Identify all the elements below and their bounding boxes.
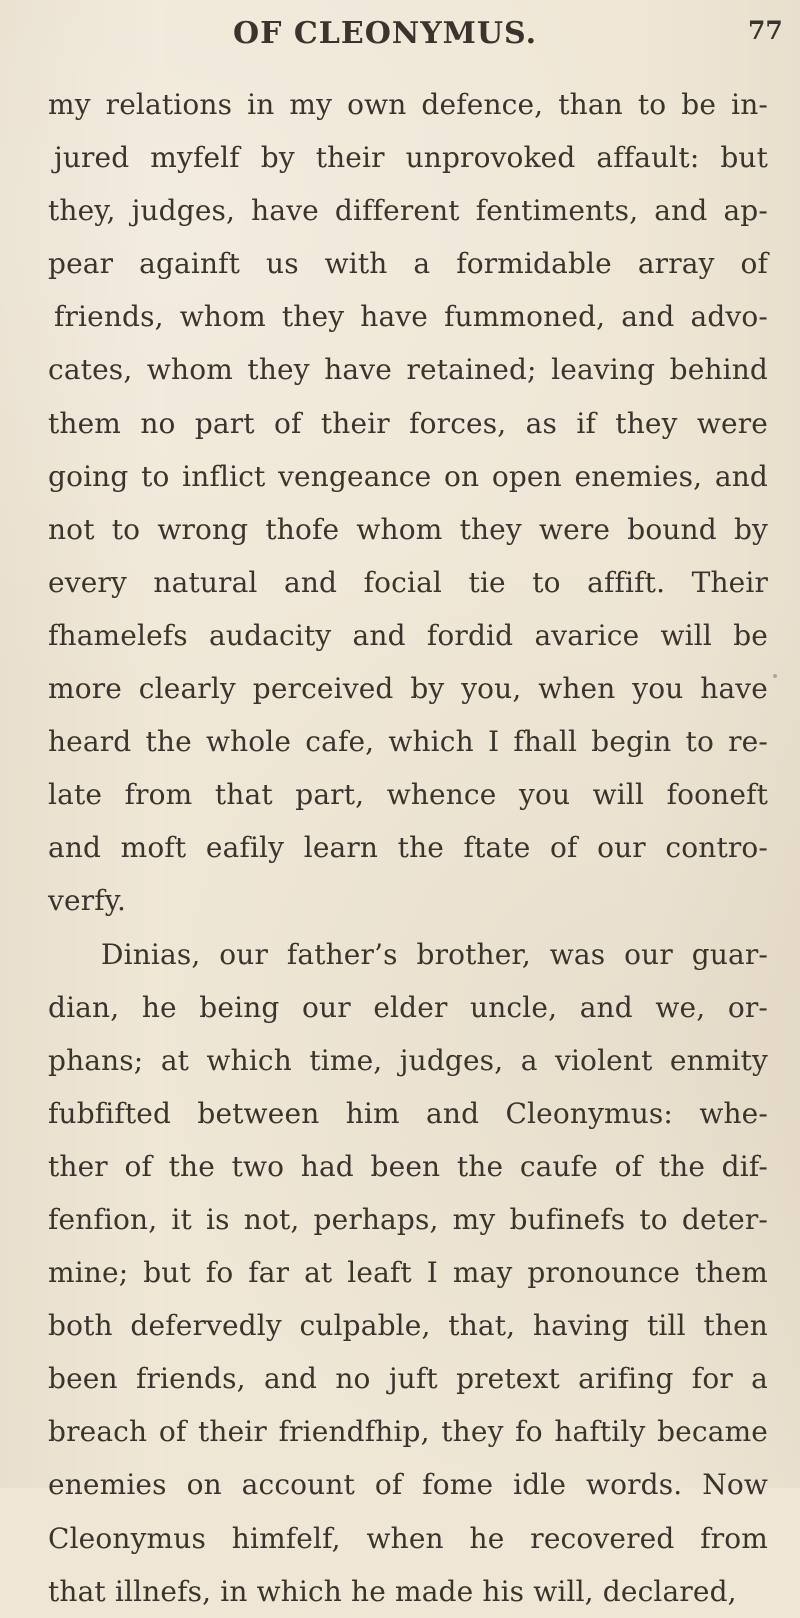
text-line: ther of the two had been the caufe of the dif- (48, 1149, 768, 1183)
text-line: heard the whole cafe, which I fhall begin to re- (48, 725, 768, 759)
text-line: jured myfelf by their unprovoked affault: but (54, 141, 768, 175)
text-line: cates, whom they have retained; leaving behind (48, 353, 768, 387)
text-line: fubfifted between him and Cleonymus: whe- (48, 1096, 768, 1130)
text-line: them no part of their forces, as if they were (48, 406, 768, 440)
body-text (48, 78, 768, 1618)
text-line: Cleonymus himfelf, when he recovered from (48, 1521, 768, 1555)
text-line: dian, he being our elder uncle, and we, or- (48, 990, 768, 1024)
page-number: 77 (748, 16, 783, 45)
text-line: not to wrong thofe whom they were bound by (48, 512, 768, 546)
text-line: that illnefs, in which he made his will, declared, (48, 1574, 737, 1608)
text-line: phans; at which time, judges, a violent enmity (48, 1043, 768, 1077)
paragraph-start-line: Dinias, our father’s brother, was our guar- (101, 937, 768, 971)
paper-speck (386, 1390, 389, 1393)
text-line: and moft eafily learn the ftate of our contro- (48, 831, 768, 865)
text-line: friends, whom they have fummoned, and advo- (54, 300, 768, 334)
paper-speck (773, 674, 777, 678)
text-line: both defervedly culpable, that, having till then (48, 1309, 768, 1343)
page-header (0, 16, 800, 68)
text-line: going to inflict vengeance on open enemies, and (48, 459, 768, 493)
text-line: mine; but fo far at leaft I may pronounce them (48, 1256, 768, 1290)
text-line: breach of their friendfhip, they fo haftily became (48, 1415, 768, 1449)
text-line: more clearly perceived by you, when you have (48, 672, 768, 706)
text-line: been friends, and no juft pretext arifing for a (48, 1362, 768, 1396)
text-line: fhamelefs audacity and fordid avarice will be (48, 618, 768, 652)
text-line: fenfion, it is not, perhaps, my bufinefs to deter- (48, 1202, 768, 1236)
text-line: pear againft us with a formidable array of (48, 247, 768, 281)
text-line: every natural and focial tie to affift. Their (48, 565, 768, 599)
text-line: enemies on account of fome idle words. Now (48, 1468, 768, 1502)
running-head: OF CLEONYMUS. (233, 16, 538, 51)
text-line: verfy. (48, 884, 127, 918)
text-line: late from that part, whence you will fooneft (48, 778, 768, 812)
text-line: they, judges, have different fentiments, and ap- (48, 194, 768, 228)
text-line: my relations in my own defence, than to be in- (48, 88, 768, 121)
